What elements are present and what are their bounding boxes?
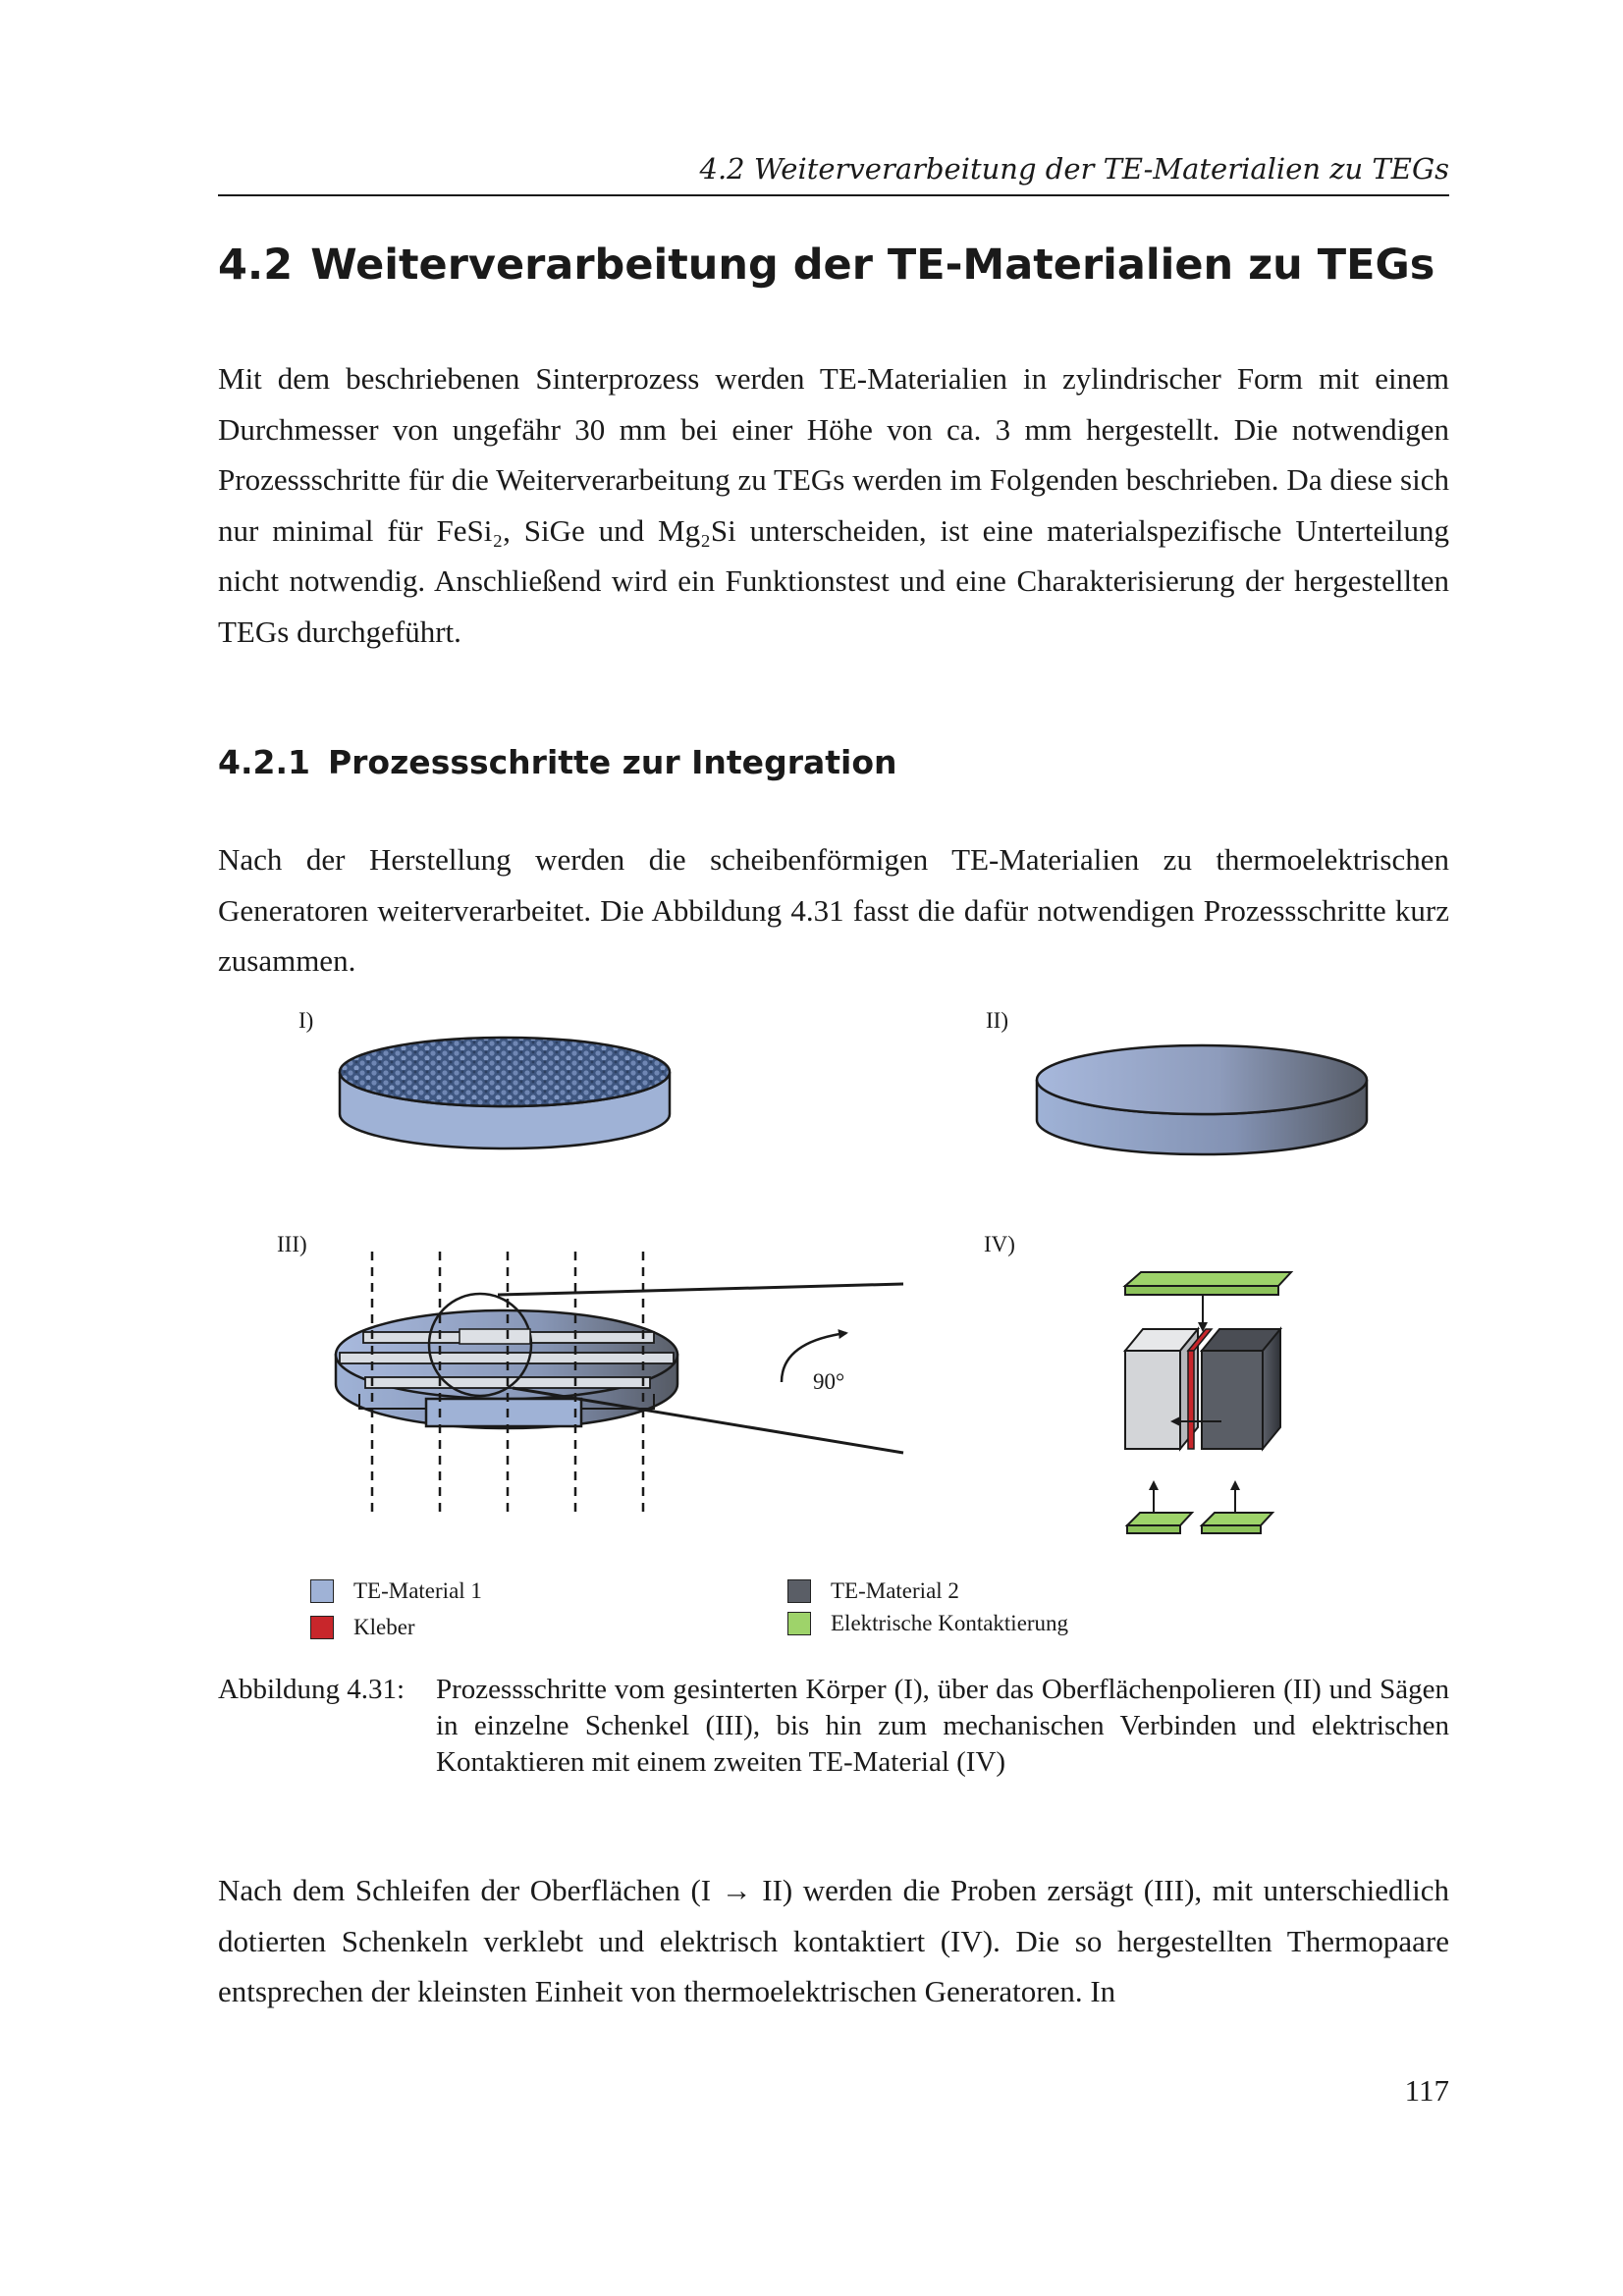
legend-swatch-te-material-1 [310,1579,334,1603]
polished-disc [1037,1045,1367,1154]
page-number: 117 [1404,2073,1449,2108]
legend-label: TE-Material 2 [831,1578,959,1603]
rotation-label: 90° [813,1369,845,1394]
thermocouple [1125,1272,1291,1533]
legend-label: Elektrische Kontaktierung [831,1611,1069,1635]
header-rule [218,194,1449,196]
legend-te-material-1 [310,1576,482,1606]
legend-label: Kleber [353,1615,415,1639]
paragraph-process: Nach der Herstellung werden die scheibenförmigen TE-Materialien zu thermoelektrischen Generatoren weiterverarbeitet. Die Abbildung 4.31 fasst die dafür notwendigen Prozessschritte kurz zusammen. [218,842,1449,978]
legend-swatch-te-material-2 [787,1579,811,1603]
process-diagram [218,991,1449,1639]
section-title: Weiterverarbeitung der TE-Materialien zu TEGs [310,240,1435,290]
figure-process-steps [218,991,1449,1639]
section-heading [218,236,1449,294]
panel-label-ii: II) [986,1008,1008,1033]
legend-te-material-2 [787,1576,959,1606]
paragraph-results: Nach dem Schleifen der Oberflächen (I → II) werden die Proben zersägt (III), mit unterschiedlich dotierten Schenkeln verklebt und elektrisch kontaktiert (IV). Die so hergestellten Thermopaare entsprechen der kleinsten Einheit von thermoelektrischen Generatoren. In [218,1873,1449,2008]
subsection-heading [218,739,1449,786]
subsection-number: 4.2.1 [218,743,310,781]
caption-text: Prozessschritte vom gesinterten Körper (I), über das Oberflächenpolieren (II) und Sägen in einzelne Schenkel (III), bis hin zum mechanischen Verbinden und elektrischen Kontaktieren mit einem zweiten TE-Material (IV) [436,1674,1449,1778]
sintered-disc [340,1038,670,1148]
panel-label-iii: III) [277,1232,307,1256]
legend-swatch-kleber [310,1616,334,1639]
legend-elektrische-kontaktierung [787,1609,1068,1638]
legend-kleber [310,1613,415,1642]
legend-label: TE-Material 1 [353,1578,482,1603]
section-number: 4.2 [218,240,294,290]
paragraph-intro: Mit dem beschriebenen Sinterprozess werden TE-Materialien in zylindrischer Form mit einem Durchmesser von ungefähr 30 mm bei einer Höhe von ca. 3 mm hergestellt. Die notwendigen Prozessschritte für die Weiterverarbeitung zu TEGs werden im Folgenden beschrieben. Da diese sich nur minimal für FeSi₂, SiGe und Mg₂Si unterscheiden, ist eine materialspezifische Unterteilung nicht notwendig. Anschließend wird ein Funktionstest und eine Charakterisierung der hergestellten TEGs durchgeführt. [218,361,1449,649]
running-head: 4.2 Weiterverarbeitung der TE-Materialien zu TEGs [699,152,1449,186]
panel-label-iv: IV) [984,1232,1015,1256]
subsection-title: Prozessschritte zur Integration [327,743,897,781]
panel-label-i: I) [298,1008,314,1033]
caption-label: Abbildung 4.31: [218,1674,406,1705]
legend-swatch-kontaktierung [787,1612,811,1635]
